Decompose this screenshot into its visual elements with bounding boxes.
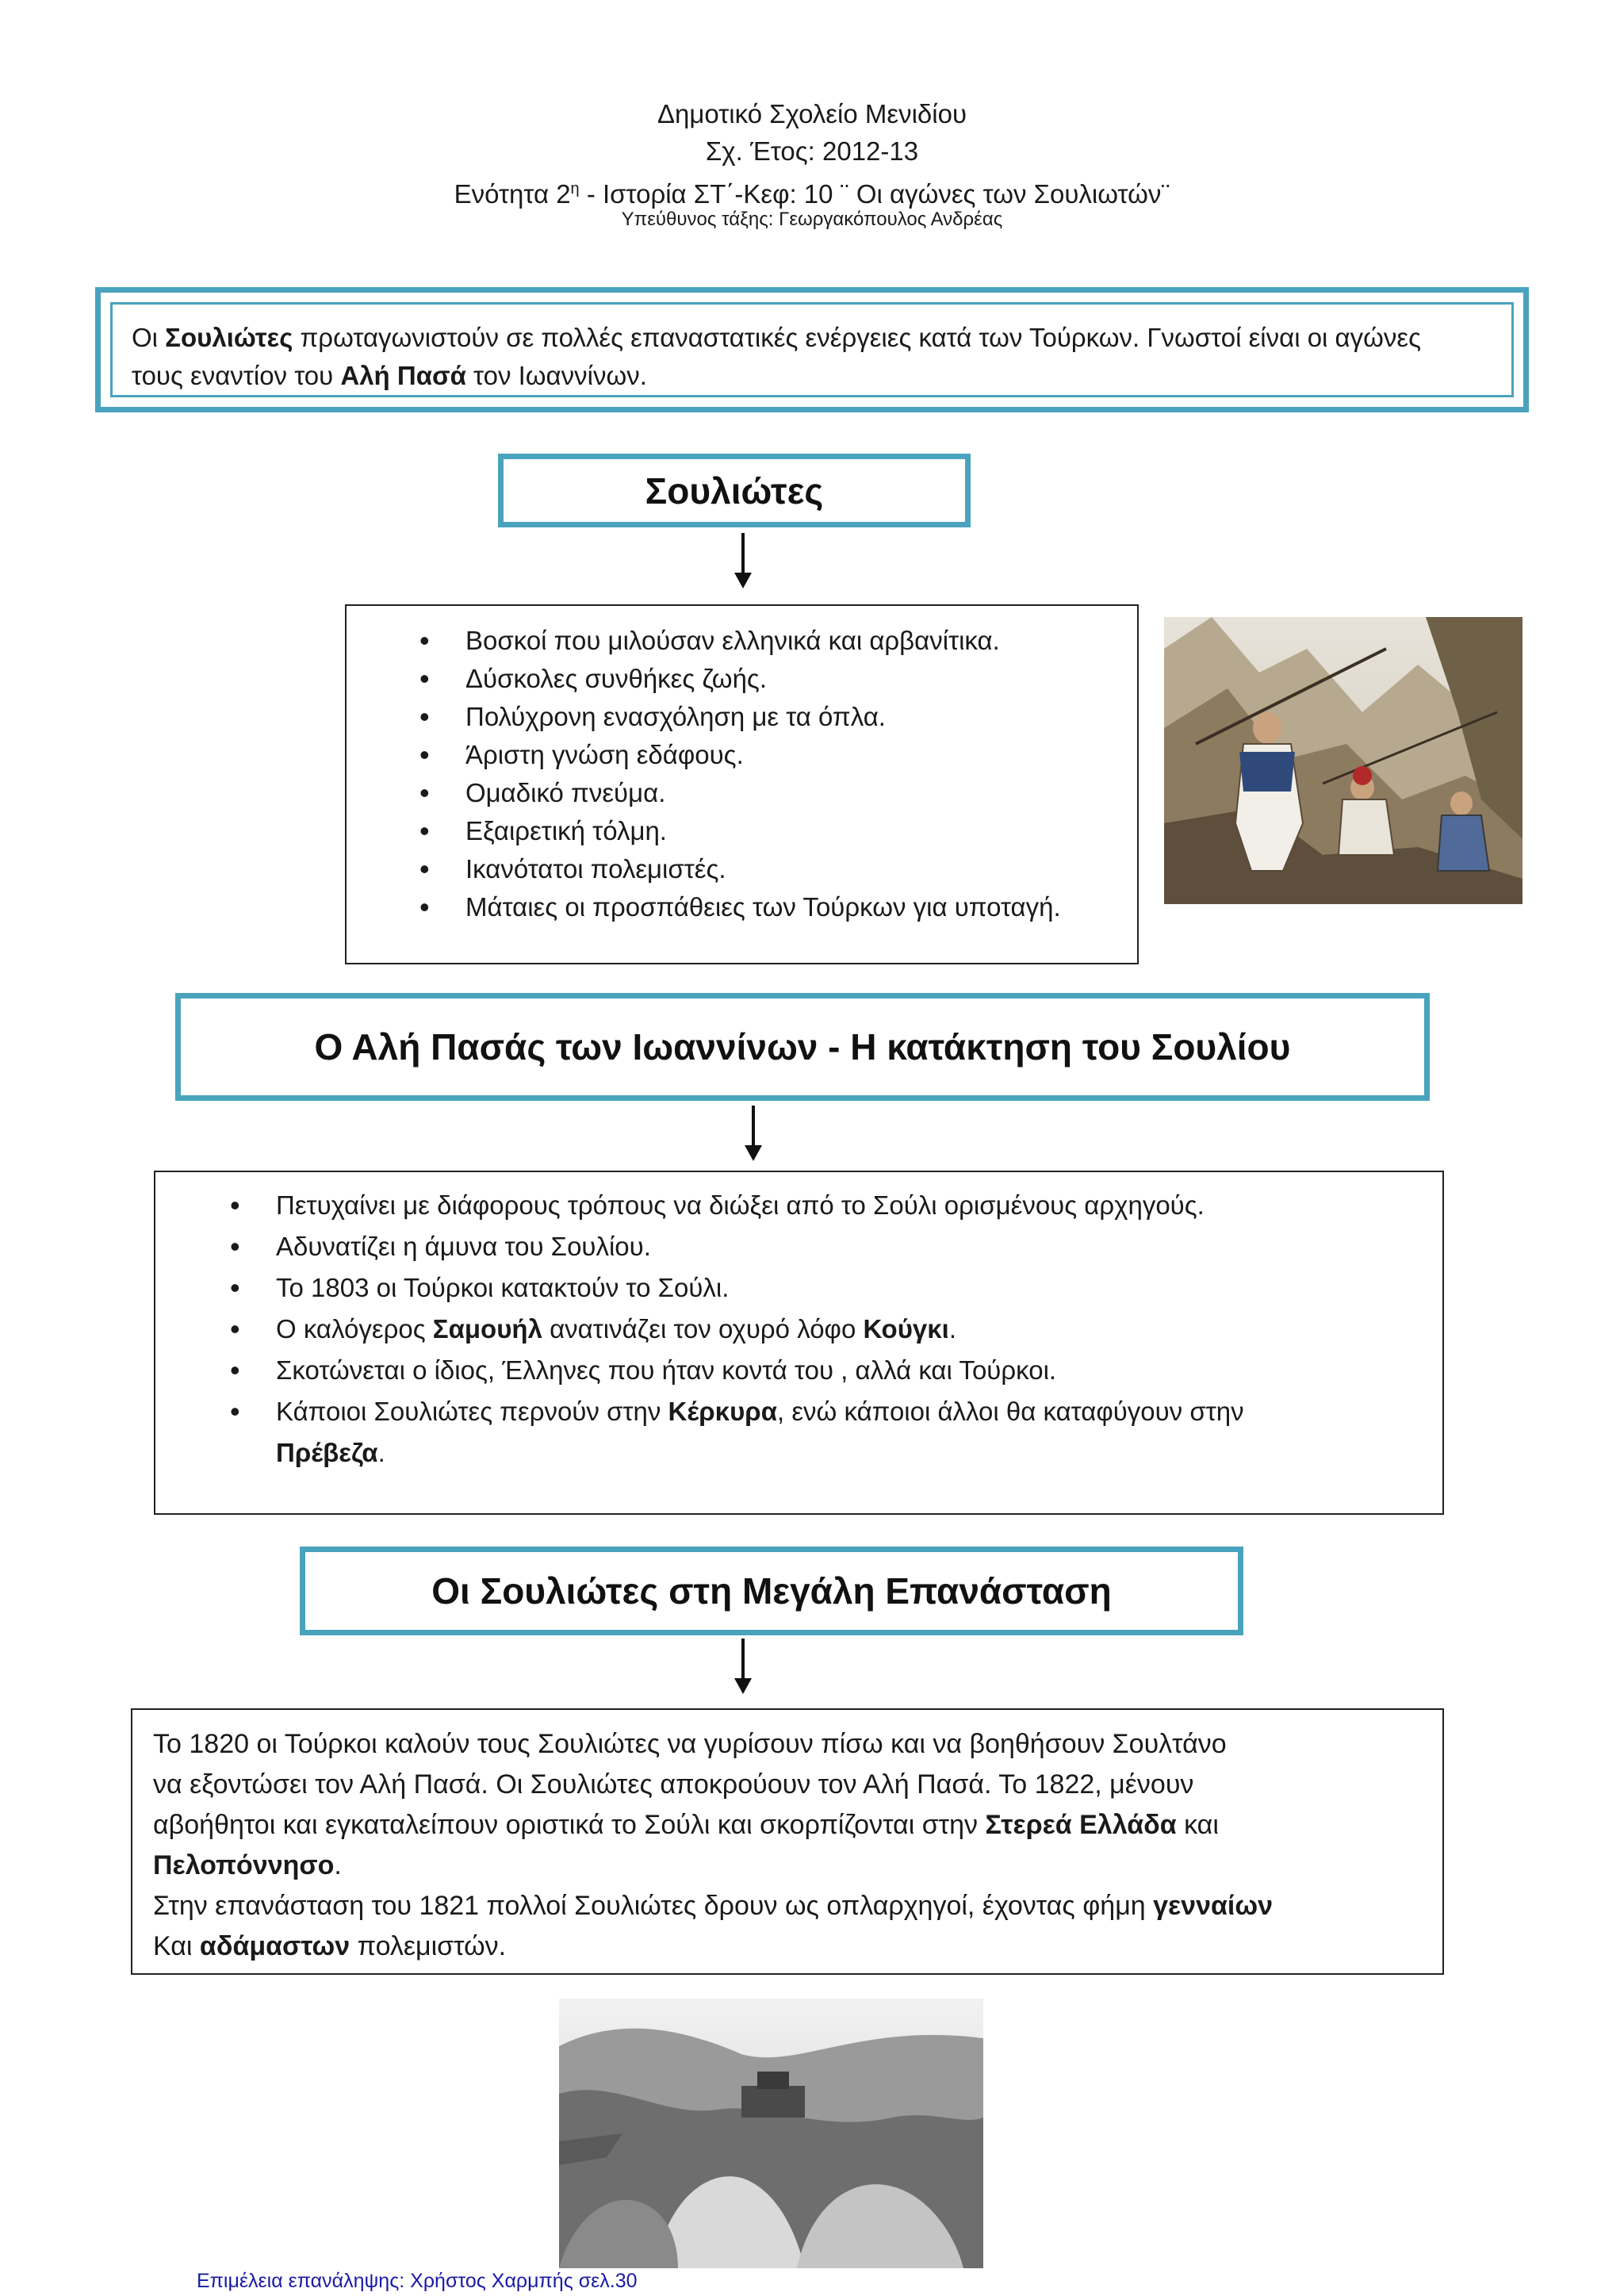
bold-samouil: Σαμουήλ: [432, 1314, 542, 1343]
section3-title: Οι Σουλιώτες στη Μεγάλη Επανάσταση: [431, 1570, 1112, 1612]
souli-fortress-image: [559, 1999, 983, 2268]
section3-text-part: Στην επανάσταση του 1821 πολλοί Σουλιώτες δρουν ως οπλαρχηγοί, έχοντας φήμη: [153, 1891, 1154, 1921]
list-item-text: ανατινάζει τον οχυρό λόφο: [542, 1314, 864, 1343]
intro-text-part: τους εναντίον του: [132, 361, 341, 390]
list-item-text: .: [377, 1438, 385, 1467]
section3-text-part: Και: [153, 1931, 200, 1961]
section3-text-part: .: [334, 1850, 342, 1880]
list-item: • Αδυνατίζει η άμυνα του Σουλίου.: [276, 1226, 1410, 1267]
bold-sterea-ellada: Στερεά Ελλάδα: [985, 1810, 1177, 1840]
section2-list: [276, 1185, 1410, 1474]
section1-list-box: [345, 604, 1139, 964]
section3-text-part: πολεμιστών.: [350, 1931, 507, 1961]
unit-title-post: - Ιστορία ΣΤ΄-Κεφ: 10 ¨ Οι αγώνες των Σουλιωτών¨: [579, 179, 1170, 209]
section1-list: [465, 622, 1061, 926]
list-item-text: , ενώ κάποιοι άλλοι θα καταφύγουν στην: [776, 1397, 1244, 1426]
unit-title: [0, 171, 1624, 212]
section3-line: [153, 1926, 1273, 1967]
souliotes-warriors-image: [1164, 617, 1522, 904]
list-item: • Ικανότατοι πολεμιστές.: [465, 850, 1061, 888]
arrow-down-icon: [752, 1106, 755, 1148]
list-item: [276, 1309, 1410, 1350]
bold-preveza: Πρέβεζα: [276, 1438, 378, 1467]
section2-list-box: [154, 1171, 1444, 1515]
bold-peloponnisos: Πελοπόννησο: [153, 1850, 335, 1880]
intro-text-part: Οι: [132, 323, 166, 352]
section3-line: [153, 1805, 1273, 1846]
arrow-down-icon: [741, 1639, 745, 1681]
intro-box: [95, 287, 1529, 412]
section1-title-box: [498, 454, 971, 527]
section3-paragraph: [153, 1724, 1273, 1967]
intro-bold-ali-pasha: Αλή Πασά: [340, 361, 466, 390]
intro-bold-souliotes: Σουλιώτες: [165, 323, 293, 352]
footer-credit: Επιμέλεια επανάληψης: Χρήστος Χαρμπής σελ.30: [197, 2270, 638, 2292]
list-item: • Πετυχαίνει με διάφορους τρόπους να διώξει από το Σούλι ορισμένους αρχηγούς.: [276, 1185, 1410, 1226]
list-item: • Εξαιρετική τόλμη.: [465, 812, 1061, 850]
section3-text-part: και: [1176, 1810, 1219, 1840]
section3-line: Το 1820 οι Τούρκοι καλούν τους Σουλιώτες να γυρίσουν πίσω και να βοηθήσουν Σουλτάνο: [153, 1729, 1227, 1759]
list-item: • Μάταιες οι προσπάθειες των Τούρκων για υποταγή.: [465, 888, 1061, 926]
bold-adamaston: αδάμαστων: [199, 1931, 350, 1961]
school-name: Δημοτικό Σχολείο Μενιδίου: [657, 99, 967, 128]
section2-title-box: [175, 993, 1430, 1101]
section3-line: [153, 1846, 1273, 1886]
list-item-text: .: [948, 1314, 957, 1343]
intro-text: [110, 302, 1514, 397]
section3-text-part: αβοήθητοι και εγκαταλείπουν οριστικά το Σούλι και σκορπίζονται στην: [153, 1810, 986, 1840]
intro-line-1: [132, 319, 1511, 357]
section2-title: Ο Αλή Πασάς των Ιωαννίνων - Η κατάκτηση του Σουλίου: [314, 1026, 1291, 1068]
section3-line: [153, 1886, 1273, 1926]
section1-title: Σουλιώτες: [645, 470, 824, 512]
intro-text-part: πρωταγωνιστούν σε πολλές επαναστατικές ενέργειες κατά των Τούρκων. Γνωστοί είναι οι αγώνες: [293, 323, 1422, 352]
bold-kerkyra: Κέρκυρα: [668, 1397, 777, 1426]
list-item-text: Κάποιοι Σουλιώτες περνούν στην: [276, 1397, 668, 1426]
arrow-down-icon: [741, 533, 745, 576]
list-item-text: Ο καλόγερος: [276, 1314, 433, 1343]
unit-title-sup: η: [570, 180, 580, 197]
bold-gennaion: γενναίων: [1153, 1891, 1273, 1921]
list-item: • Ομαδικό πνεύμα.: [465, 774, 1061, 812]
list-item: • Δύσκολες συνθήκες ζωής.: [465, 660, 1061, 698]
section3-title-box: [300, 1547, 1243, 1635]
list-item: • Άριστη γνώση εδάφους.: [465, 736, 1061, 774]
unit-title-pre: Ενότητα 2: [454, 179, 571, 209]
school-year: Σχ. Έτος: 2012-13: [705, 136, 919, 166]
teacher-name: Υπεύθυνος τάξης: Γεωργακόπουλος Ανδρέας: [621, 209, 1003, 230]
list-item: • Το 1803 οι Τούρκοι κατακτούν το Σούλι.: [276, 1267, 1410, 1309]
section3-text-box: [131, 1708, 1444, 1975]
intro-text-part: τον Ιωαννίνων.: [465, 361, 647, 390]
list-item: • Βοσκοί που μιλούσαν ελληνικά και αρβανίτικα.: [465, 622, 1061, 660]
intro-line-2: [132, 357, 1511, 395]
bold-kougki: Κούγκι: [863, 1314, 949, 1343]
list-item: • Πολύχρονη ενασχόληση με τα όπλα.: [465, 698, 1061, 736]
section3-line: να εξοντώσει τον Αλή Πασά. Οι Σουλιώτες αποκρούουν τον Αλή Πασά. Το 1822, μένουν: [153, 1769, 1194, 1800]
list-item: [276, 1391, 1410, 1474]
list-item: • Σκοτώνεται ο ίδιος, Έλληνες που ήταν κοντά του , αλλά και Τούρκοι.: [276, 1350, 1410, 1391]
